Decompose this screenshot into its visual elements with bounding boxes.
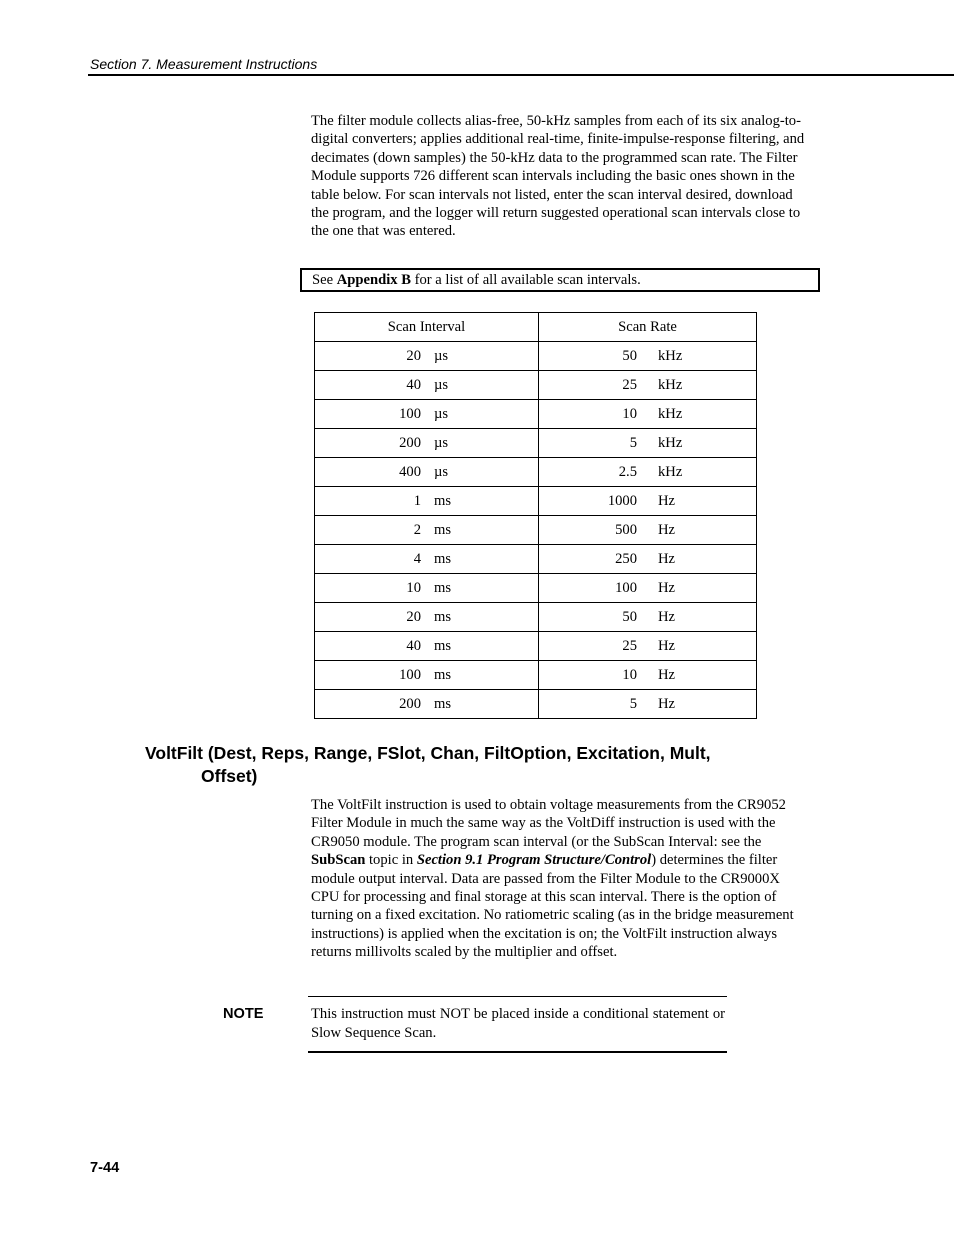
table-row — [315, 487, 757, 516]
scan-interval-cell — [315, 371, 539, 400]
interval-value: 40 — [406, 376, 421, 393]
rate-unit: Hz — [658, 666, 676, 683]
interval-unit: ms — [434, 492, 452, 509]
interval-unit: ms — [434, 608, 452, 625]
table-row — [315, 458, 757, 487]
rate-unit: kHz — [658, 434, 683, 451]
table-row — [315, 545, 757, 574]
interval-value: 100 — [399, 666, 421, 683]
rate-unit: Hz — [658, 608, 676, 625]
table-row — [315, 574, 757, 603]
rate-value: 25 — [622, 637, 637, 654]
interval-unit: ms — [434, 637, 452, 654]
section-reference: Section 9.1 Program Structure/Control — [416, 852, 652, 869]
table-row — [315, 342, 757, 371]
rate-unit: Hz — [658, 695, 676, 712]
scan-interval-cell — [315, 545, 539, 574]
running-header: Section 7. Measurement Instructions — [90, 56, 318, 72]
interval-unit: ms — [434, 695, 452, 712]
rate-unit: Hz — [658, 521, 676, 538]
interval-value: 2 — [413, 521, 421, 538]
scan-interval-cell — [315, 632, 539, 661]
rate-value: 5 — [629, 434, 637, 451]
interval-value: 100 — [399, 405, 421, 422]
rate-value: 500 — [615, 521, 637, 538]
table-row — [315, 661, 757, 690]
scan-rate-cell — [539, 545, 757, 574]
table-row — [315, 371, 757, 400]
page-number: 7-44 — [90, 1160, 120, 1176]
table-body — [315, 342, 757, 719]
scan-rate-cell — [539, 371, 757, 400]
scan-rate-cell — [539, 690, 757, 719]
rate-unit: kHz — [658, 463, 683, 480]
interval-unit: ms — [434, 666, 452, 683]
rate-unit: Hz — [658, 550, 676, 567]
scan-interval-cell — [315, 400, 539, 429]
rate-value: 5 — [629, 695, 637, 712]
rate-value: 250 — [615, 550, 637, 567]
interval-value: 200 — [399, 695, 421, 712]
interval-unit: ms — [434, 579, 452, 596]
scan-interval-cell — [315, 603, 539, 632]
rate-value: 50 — [622, 608, 637, 625]
rate-value: 10 — [622, 405, 637, 422]
heading-line-2: Offset) — [201, 766, 258, 786]
note-label: NOTE — [223, 1006, 264, 1022]
scan-rate-cell — [539, 603, 757, 632]
rate-unit: Hz — [658, 579, 676, 596]
interval-value: 200 — [399, 434, 421, 451]
scan-interval-cell — [315, 342, 539, 371]
interval-value: 4 — [413, 550, 421, 567]
interval-unit: ms — [434, 550, 452, 567]
voltfilt-description — [311, 796, 811, 962]
rate-unit: Hz — [658, 492, 676, 509]
scan-rate-cell — [539, 400, 757, 429]
header-scan-rate: Scan Rate — [539, 313, 757, 342]
interval-unit: µs — [434, 376, 449, 393]
note-box: This instruction must NOT be placed inside a conditional statement or Slow Sequence Scan. — [308, 996, 727, 1053]
scan-rate-cell — [539, 342, 757, 371]
table-row — [315, 690, 757, 719]
interval-value: 40 — [406, 637, 421, 654]
rate-value: 100 — [615, 579, 637, 596]
rate-unit: kHz — [658, 405, 683, 422]
rate-unit: kHz — [658, 376, 683, 393]
body-text-2: topic in — [365, 852, 417, 869]
rate-value: 50 — [622, 347, 637, 364]
interval-value: 10 — [406, 579, 421, 596]
scan-interval-cell — [315, 429, 539, 458]
interval-value: 20 — [406, 608, 421, 625]
table-row — [315, 400, 757, 429]
table-row — [315, 632, 757, 661]
scan-interval-cell — [315, 487, 539, 516]
interval-unit: ms — [434, 521, 452, 538]
table-header-row — [315, 313, 757, 342]
scan-interval-cell — [315, 574, 539, 603]
body-text-3: ) determines the filter module output interval. Data are passed from the Filter Module to the CR9000X CPU for processing and final storage at this scan interval. There is the option of turning on a fixed excitation. No ratiometric scaling (as in the bridge measurement instructions) is applied when the excitation is on; the VoltFilt instruction always returns millivolts scaled by the multiplier and offset. — [311, 852, 794, 961]
table-row — [315, 516, 757, 545]
header-scan-interval: Scan Interval — [315, 313, 539, 342]
scan-interval-cell — [315, 516, 539, 545]
interval-unit: µs — [434, 347, 449, 364]
interval-unit: µs — [434, 434, 449, 451]
rate-value: 2.5 — [618, 463, 637, 480]
rate-value: 25 — [622, 376, 637, 393]
heading-line-1: VoltFilt (Dest, Reps, Range, FSlot, Chan, FiltOption, Excitation, Mult, — [145, 743, 711, 763]
scan-interval-cell — [315, 661, 539, 690]
scan-rate-cell — [539, 516, 757, 545]
callout-prefix: See — [312, 272, 337, 288]
rate-value: 1000 — [607, 492, 637, 509]
scan-rate-cell — [539, 429, 757, 458]
scan-rate-cell — [539, 661, 757, 690]
scan-interval-cell — [315, 458, 539, 487]
interval-unit: µs — [434, 463, 449, 480]
rate-unit: kHz — [658, 347, 683, 364]
interval-value: 1 — [413, 492, 421, 509]
subscan-term: SubScan — [311, 852, 366, 869]
body-text-1: The VoltFilt instruction is used to obtain voltage measurements from the CR9052 Filter Module in much the same way as the VoltDiff instruction is used with the CR9050 module. The program scan interval (or the SubScan Interval: see the — [311, 797, 786, 850]
interval-value: 400 — [399, 463, 421, 480]
interval-unit: µs — [434, 405, 449, 422]
rate-unit: Hz — [658, 637, 676, 654]
scan-rate-cell — [539, 574, 757, 603]
table-row — [315, 429, 757, 458]
appendix-callout — [300, 268, 820, 292]
intro-paragraph: The filter module collects alias-free, 50-kHz samples from each of its six analog-to-digital converters; applies additional real-time, finite-impulse-response filtering, and decimates (down samples) the 50-kHz data to the programmed scan rate. The Filter Module supports 726 different scan intervals including the basic ones shown in the table below. For scan intervals not listed, enter the scan interval desired, download the program, and the logger will return suggested operational scan intervals close to the one that was entered. — [311, 113, 805, 240]
scan-interval-table — [314, 312, 757, 719]
scan-rate-cell — [539, 487, 757, 516]
rate-value: 10 — [622, 666, 637, 683]
header-rule — [88, 74, 954, 76]
scan-interval-cell — [315, 690, 539, 719]
callout-appendix-link: Appendix B — [336, 272, 411, 288]
scan-rate-cell — [539, 632, 757, 661]
interval-value: 20 — [406, 347, 421, 364]
callout-suffix: for a list of all available scan intervals. — [410, 272, 641, 288]
section-heading — [145, 742, 785, 788]
scan-rate-cell — [539, 458, 757, 487]
table-row — [315, 603, 757, 632]
